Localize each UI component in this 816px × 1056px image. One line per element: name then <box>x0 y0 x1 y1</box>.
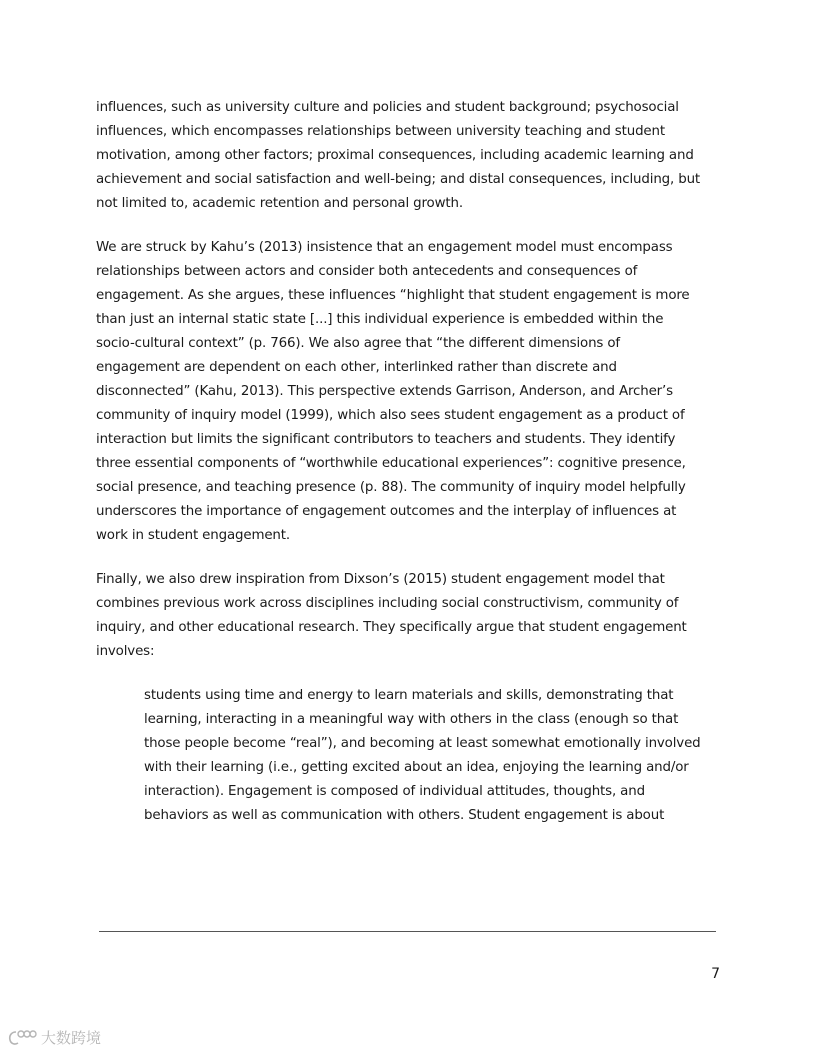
text-line: work in student engagement. <box>96 528 290 543</box>
text-line: motivation, among other factors; proximal consequences, including academic learning and <box>96 148 694 163</box>
text-line: influences, such as university culture and policies and student background; psychosocial <box>96 100 679 115</box>
text-line: achievement and social satisfaction and well-being; and distal consequences, including, but <box>96 172 701 187</box>
text-line: Finally, we also drew inspiration from Dixson’s (2015) student engagement model that <box>96 572 665 587</box>
page-body <box>96 96 722 828</box>
quote-line: behaviors as well as communication with others. Student engagement is about <box>144 808 665 823</box>
quote-line: learning, interacting in a meaningful way with others in the class (enough so that <box>144 712 679 727</box>
block-quote <box>144 684 722 828</box>
quote-line: interaction). Engagement is composed of individual attitudes, thoughts, and <box>144 784 645 799</box>
brand-logo-icon <box>8 1029 38 1047</box>
text-line: socio-cultural context” (p. 766). We also agree that “the different dimensions of <box>96 336 620 351</box>
text-line: engagement are dependent on each other, interlinked rather than discrete and <box>96 360 617 375</box>
text-line: combines previous work across disciplines including social constructivism, community of <box>96 596 679 611</box>
quote-line: those people become “real”), and becoming at least somewhat emotionally involved <box>144 736 701 751</box>
text-line: disconnected” (Kahu, 2013). This perspective extends Garrison, Anderson, and Archer’s <box>96 384 673 399</box>
text-line: involves: <box>96 644 155 659</box>
watermark <box>8 1028 101 1048</box>
paragraph-2 <box>96 236 722 548</box>
text-line: We are struck by Kahu’s (2013) insistence that an engagement model must encompass <box>96 240 673 255</box>
paragraph-3 <box>96 568 722 664</box>
text-line: three essential components of “worthwhile educational experiences”: cognitive presence, <box>96 456 686 471</box>
quote-line: students using time and energy to learn materials and skills, demonstrating that <box>144 688 674 703</box>
text-line: relationships between actors and consider both antecedents and consequences of <box>96 264 638 279</box>
quote-line: with their learning (i.e., getting excited about an idea, enjoying the learning and/or <box>144 760 689 775</box>
watermark-text: 大数跨境 <box>41 1029 102 1047</box>
text-line: influences, which encompasses relationships between university teaching and student <box>96 124 665 139</box>
text-line: inquiry, and other educational research. They specifically argue that student engagement <box>96 620 687 635</box>
text-line: engagement. As she argues, these influences “highlight that student engagement is more <box>96 288 690 303</box>
text-line: underscores the importance of engagement outcomes and the interplay of influences at <box>96 504 677 519</box>
page-number: 7 <box>711 966 720 982</box>
text-line: than just an internal static state [...] this individual experience is embedded within the <box>96 312 664 327</box>
paragraph-1 <box>96 96 722 216</box>
text-line: community of inquiry model (1999), which also sees student engagement as a product of <box>96 408 685 423</box>
text-line: social presence, and teaching presence (p. 88). The community of inquiry model helpfully <box>96 480 686 495</box>
footer-divider <box>99 931 716 932</box>
text-line: interaction but limits the significant contributors to teachers and students. They identify <box>96 432 676 447</box>
text-line: not limited to, academic retention and personal growth. <box>96 196 463 211</box>
